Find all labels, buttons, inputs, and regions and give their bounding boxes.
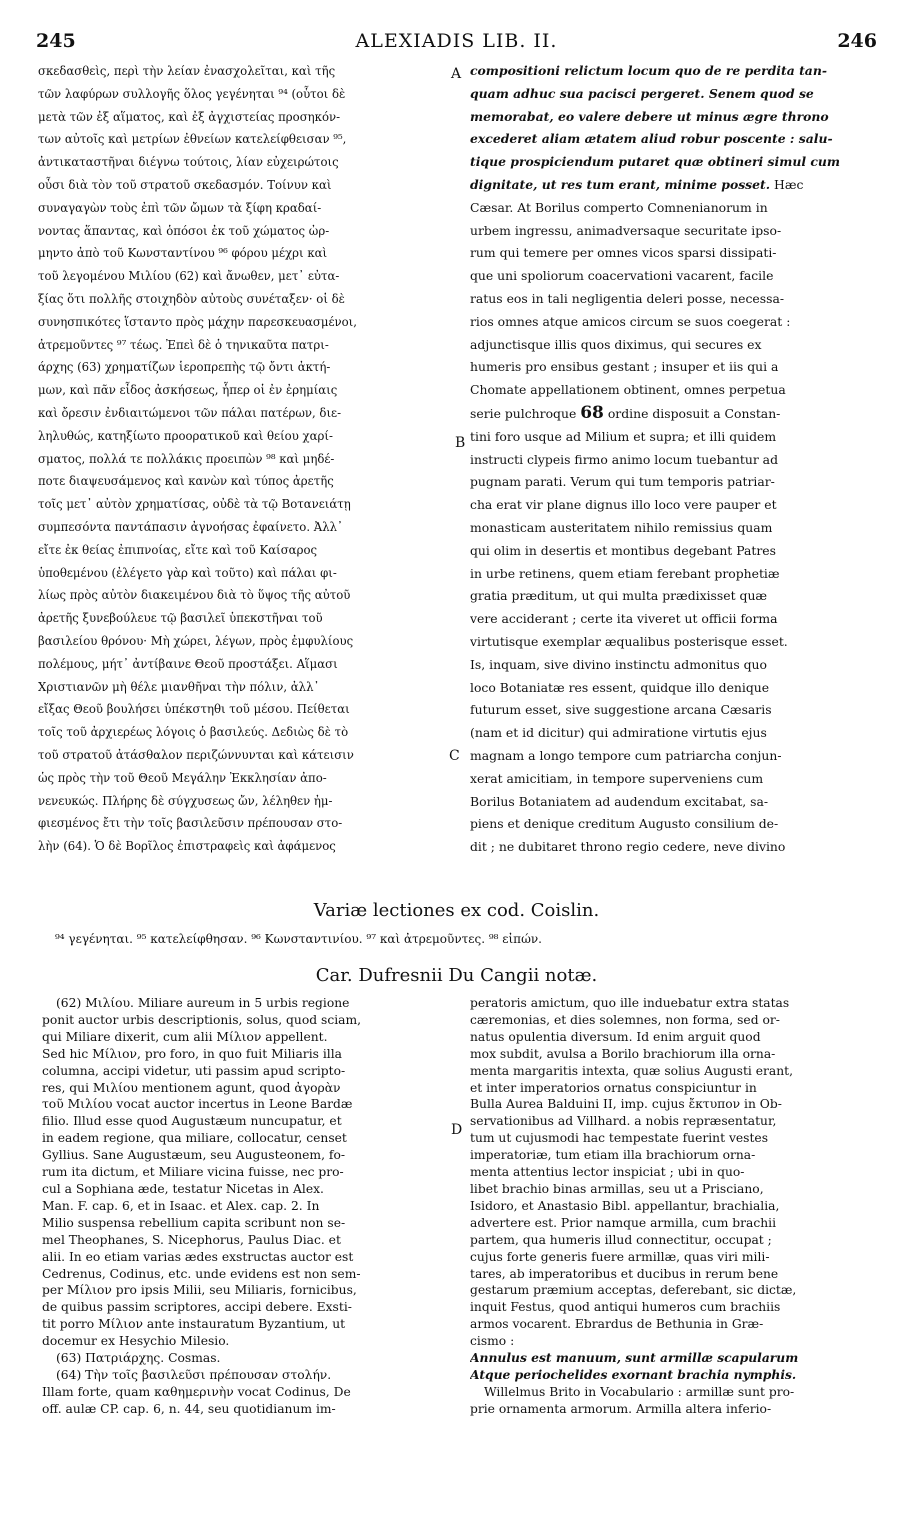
latin-line: magnam a longo tempore cum patriarcha conjun- xyxy=(470,747,782,763)
greek-line: ποτε διαψευσάμενος καὶ κανὼν καὶ τύπος ἀρετῆς xyxy=(38,474,334,489)
page-number-left: 245 xyxy=(36,30,76,52)
latin-italic-line: compositioni relictum locum quo de re perdita tan- xyxy=(470,63,827,78)
note-line: armos vocarent. Ebrardus de Bethunia in Græ- xyxy=(470,1317,764,1332)
note-line: Illam forte, quam καθημερινὴν vocat Codinus, De xyxy=(42,1384,351,1399)
note-line: in eadem regione, qua miliare, collocatur, censet xyxy=(42,1131,347,1146)
greek-line: ἀντικαταστῆναι διέγνω τούτοις, λίαν εὐχειρώτοις xyxy=(38,155,339,170)
latin-italic-line: excederet aliam ætatem aliud robur poscente : salu- xyxy=(470,131,833,147)
note-line: tum ut cujusmodi hac tempestate fuerint vestes xyxy=(470,1131,769,1146)
note-line: servationibus ad Villhard. a nobis repræsentatur, xyxy=(470,1114,777,1129)
greek-line: τοῦ στρατοῦ ἀτάσθαλον περιζώννυνται καὶ κάτεισιν xyxy=(38,747,354,762)
greek-line: καὶ ὄρεσιν ἐνδιαιτώμενοι τῶν πάλαι πατέρων, διε- xyxy=(38,405,342,420)
greek-line: νοντας ἅπαντας, καὶ ὁπόσοι ἐκ τοῦ χώματος ὠρ- xyxy=(38,223,330,238)
greek-line: τοῖς τοῦ ἀρχιερέως λόγοις ὁ βασιλεύς. Δεδιὼς δὲ τὸ xyxy=(38,725,349,740)
note-line: tares, ab imperatoribus et ducibus in rerum bene xyxy=(470,1266,779,1281)
latin-line-part: ordine disposuit a Constan- xyxy=(603,405,781,421)
latin-line: loco Botaniatæ res essent, quidque illo denique xyxy=(470,679,770,695)
note-line: menta attentius lector inspiciat ; ubi in quo- xyxy=(470,1165,745,1180)
latin-line: rios omnes atque amicos circum se suos coegerat : xyxy=(470,313,791,329)
note-line: Sed hic Μίλιον, pro foro, in quo fuit Miliaris illa xyxy=(42,1046,342,1061)
greek-line: λὴν (64). Ὁ δὲ Βορῖλος ἐπιστραφεὶς καὶ ἀφάμενος xyxy=(38,839,336,854)
note-line: Bulla Aurea Balduini II, imp. cujus ἔκτυπον in Ob- xyxy=(470,1097,782,1112)
greek-text-column xyxy=(38,60,450,858)
latin-line: Is, inquam, sive divino instinctu admonitus quo xyxy=(470,656,767,672)
greek-line: ὡς πρὸς τὴν τοῦ Θεοῦ Μεγάλην Ἐκκλησίαν ἀπο- xyxy=(38,770,327,785)
note-line: docemur ex Hesychio Milesio. xyxy=(42,1334,230,1349)
latin-line: gratia præditum, ut qui multa prædixisset quæ xyxy=(470,588,768,604)
latin-line xyxy=(470,402,882,426)
greek-line: των αὐτοῖς καὶ μετρίων ἐθνείων κατελείφθεισαν ⁹⁵, xyxy=(38,132,347,147)
latin-line: instructi clypeis firmo animo locum tuebantur ad xyxy=(470,451,779,467)
latin-line: qui olim in desertis et montibus degebant Patres xyxy=(470,542,776,558)
note-line: τοῦ Μιλίου vocat auctor incertus in Leone Bardæ xyxy=(42,1097,353,1112)
greek-line: μων, καὶ πᾶν εἶδος ἀσκήσεως, ἧπερ οἱ ἐν ἐρημίαις xyxy=(38,383,338,398)
greek-line: Χριστιανῶν μὴ θέλε μιανθῆναι τὴν πόλιν, ἀλλ᾽ xyxy=(38,679,320,694)
latin-line: rum qui temere per omnes vicos sparsi dissipati- xyxy=(470,245,777,261)
greek-line: βασιλείου θρόνου· Μὴ χώρει, λέγων, πρὸς ἐμφυλίους xyxy=(38,633,354,648)
note-line: cismo : xyxy=(470,1334,515,1349)
note-line: tit porro Μίλιον ante instauratum Byzantium, ut xyxy=(42,1317,346,1332)
note-line: res, qui Μιλίου mentionem agunt, quod ἀγορὰν xyxy=(42,1080,341,1095)
latin-line: futurum esset, sive suggestione arcana Cæsaris xyxy=(470,702,772,718)
latin-italic-line: tique prospiciendum putaret quæ obtineri simul cum xyxy=(470,154,841,170)
note-line: columna, accipi videtur, uti passim apud scripto- xyxy=(42,1063,346,1078)
note-line: cæremonias, et dies solemnes, non forma, sed or- xyxy=(470,1012,780,1027)
notes-left-column xyxy=(42,995,452,1418)
note-line: libet brachio binas armillas, seu ut a Prisciano, xyxy=(470,1181,764,1196)
latin-line: humeris pro ensibus gestant ; insuper et iis qui a xyxy=(470,359,779,375)
note-line: Atque periochelides exornant brachia nymphis. xyxy=(470,1366,797,1382)
greek-line: τῶν λαφύρων συλλογῆς ὅλος γεγένηται ⁹⁴ (οὗτοι δὲ xyxy=(38,86,346,101)
greek-line: ἀτρεμοῦντες ⁹⁷ τέως. Ἐπεὶ δὲ ὁ τηνικαῦτα πατρι- xyxy=(38,337,329,352)
greek-line: ξίας ὅτι πολλῆς στοιχηδὸν αὐτοὺς συνέταξεν· οἱ δὲ xyxy=(38,291,345,306)
greek-line: τοῦ λεγομένου Μιλίου (62) καὶ ἄνωθεν, μετ᾽ εὐτα- xyxy=(38,269,340,284)
note-line: rum ita dictum, et Miliare vicina fuisse, nec pro- xyxy=(42,1165,344,1180)
margin-letter-b: B xyxy=(455,435,466,451)
latin-line: adjunctisque illis quos diximus, qui secures ex xyxy=(470,336,762,352)
greek-line: νενευκώς. Πλήρης δὲ σύγχυσεως ὤν, λέληθεν ἠμ- xyxy=(38,793,333,808)
greek-line: μηντο ἀπὸ τοῦ Κωνσταντίνου ⁹⁶ φόρου μέχρι καὶ xyxy=(38,246,328,261)
note-line: partem, qua humeris illud connectitur, occupat ; xyxy=(470,1232,772,1247)
note-line: peratoris amictum, quo ille induebatur extra statas xyxy=(470,996,790,1010)
latin-text-column xyxy=(470,60,882,859)
latin-line: cha erat vir plane dignus illo loco vere pauper et xyxy=(470,497,777,513)
latin-line: piens et denique creditum Augusto consilium de- xyxy=(470,816,779,832)
notes-title: Car. Dufresnii Du Cangii notæ. xyxy=(315,965,598,986)
running-title: ALEXIADIS LIB. II. xyxy=(355,30,558,52)
margin-letter-c: C xyxy=(449,748,460,764)
latin-line: monasticam austeritatem nihilo remissius quam xyxy=(470,519,773,535)
note-line: Milio suspensa rebellium capita scribunt non se- xyxy=(42,1215,346,1230)
note-line: Cedrenus, Codinus, etc. unde evidens est non sem- xyxy=(42,1266,361,1281)
greek-line: ἀρετῆς ξυνεβούλευε τῷ βασιλεῖ ὑπεκστῆναι τοῦ xyxy=(38,611,323,626)
marginal-number: 68 xyxy=(580,402,604,423)
latin-line-part: serie pulchroque xyxy=(470,405,581,421)
running-header xyxy=(30,30,883,56)
latin-line: que uni spoliorum coacervationi vacarent, facile xyxy=(470,268,774,284)
latin-italic-text: dignitate, ut res tum erant, minime posset. xyxy=(470,176,771,192)
note-line: (63) Πατριάρχης. Cosmas. xyxy=(56,1351,221,1366)
note-line: qui Miliare dixerit, cum alii Μίλιον appellent. xyxy=(42,1029,328,1044)
note-line: de quibus passim scriptores, accipi debere. Exsti- xyxy=(42,1300,352,1315)
note-line: Annulus est manuum, sunt armillæ scapularum xyxy=(470,1350,799,1366)
note-line: cujus forte generis fuere armillæ, quas viri mili- xyxy=(470,1249,770,1264)
note-line: gestarum præmium acceptas, deferebant, sic dictæ, xyxy=(470,1283,797,1298)
note-line: mox subdit, avulsa a Borilo brachiorum illa orna- xyxy=(470,1046,776,1061)
note-line: Isidoro, et Anastasio Bibl. appellantur, brachialia, xyxy=(470,1198,780,1213)
greek-line: λίως πρὸς αὐτὸν διακειμένου διὰ τὸ ὕψος τῆς αὐτοῦ xyxy=(38,588,351,603)
latin-line: Borilus Botaniatem ad audendum excitabat, sa- xyxy=(470,793,769,809)
greek-line: ληλυθώς, κατηξίωτο προορατικοῦ καὶ θείου χαρί- xyxy=(38,428,333,443)
greek-line: συμπεσόντα παντάπασιν ἀγνοήσας ἐφαίνετο. Ἀλλ᾽ xyxy=(38,519,343,534)
latin-line: xerat amicitiam, in tempore superveniens cum xyxy=(470,770,764,786)
note-line: cul a Sophiana æde, testatur Nicetas in Alex. xyxy=(42,1181,324,1196)
latin-italic-line xyxy=(470,174,882,197)
note-line: (62) Μιλίου. Miliare aureum in 5 urbis regione xyxy=(56,996,350,1010)
note-line: off. aulæ CP. cap. 6, n. 44, seu quotidianum im- xyxy=(42,1401,336,1416)
latin-line: pugnam parati. Verum qui tum temporis patriar- xyxy=(470,474,775,490)
note-line: natus opulentia diversum. Id enim arguit quod xyxy=(470,1029,761,1044)
latin-line: in urbe retinens, quem etiam ferebant prophetiæ xyxy=(470,565,780,581)
greek-line: σματος, πολλά τε πολλάκις προειπὼν ⁹⁸ καὶ μηδέ- xyxy=(38,451,335,466)
greek-line: άρχης (63) χρηματίζων ἱεροπρεπὴς τῷ ὄντι ἀκτή- xyxy=(38,360,331,375)
greek-line: φιεσμένος ἔτι τὴν τοῖς βασιλεῦσιν πρέπουσαν στο- xyxy=(38,816,343,831)
latin-italic-line: memorabat, eo valere debere ut minus ægre throno xyxy=(470,108,829,124)
note-line: advertere est. Prior namque armilla, cum brachii xyxy=(470,1215,777,1230)
variant-readings-title: Variæ lectiones ex cod. Coislin. xyxy=(313,900,600,921)
latin-line: Chomate appellationem obtinent, omnes perpetua xyxy=(470,382,786,398)
note-line: ponit auctor urbis descriptionis, solus, quod sciam, xyxy=(42,1012,362,1027)
greek-line: συνησπικότες ἵσταντο πρὸς μάχην παρεσκευασμένοι, xyxy=(38,314,357,329)
greek-line: συναγαγὼν τοὺς ἐπὶ τῶν ὤμων τὰ ξίφη κραδαί- xyxy=(38,200,322,215)
latin-line: (nam et id dicitur) qui admiratione virtutis ejus xyxy=(470,725,767,741)
latin-line: ratus eos in tali negligentia deleri posse, necessa- xyxy=(470,290,785,306)
note-line: alii. In eo etiam varias ædes exstructas auctor est xyxy=(42,1249,354,1264)
latin-line: dit ; ne dubitaret throno regio cedere, neve divino xyxy=(470,839,786,855)
greek-line: εἴξας Θεοῦ βουλήσει ὑπέκστηθι τοῦ μέσου. Πείθεται xyxy=(38,702,350,717)
greek-line: πολέμους, μήτ᾽ ἀντίβαινε Θεοῦ προστάξει. Αἵμασι xyxy=(38,656,338,671)
note-line: prie ornamenta armorum. Armilla altera inferio- xyxy=(470,1401,772,1416)
latin-line: vere acciderant ; certe ita viveret ut officii forma xyxy=(470,611,778,627)
greek-line: εἴτε ἐκ θείας ἐπιπνοίας, εἴτε καὶ τοῦ Καίσαρος xyxy=(38,542,318,557)
note-line: per Μίλιον pro ipsis Milii, seu Miliaris, fornicibus, xyxy=(42,1283,357,1298)
latin-line-tail: Hæc xyxy=(770,176,804,192)
note-line: imperatoriæ, tum etiam illa brachiorum orna- xyxy=(470,1148,756,1163)
note-line: mel Theophanes, S. Nicephorus, Paulus Diac. et xyxy=(42,1232,341,1247)
note-line: inquit Festus, quod antiqui humeros cum brachiis xyxy=(470,1300,781,1315)
note-line: Man. F. cap. 6, et in Isaac. et Alex. cap. 2. In xyxy=(42,1198,320,1213)
note-line: (64) Τὴν τοῖς βασιλεῦσι πρέπουσαν στολήν. xyxy=(56,1367,332,1382)
greek-line: τοῖς μετ᾽ αὐτὸν χρηματίσας, οὐδὲ τὰ τῷ Βοτανειάτῃ xyxy=(38,497,351,512)
latin-line: Cæsar. At Borilus comperto Comnenianorum in xyxy=(470,199,768,215)
notes-right-column xyxy=(470,995,880,1418)
greek-line: ὑποθεμένου (ἐλέγετο γὰρ καὶ τοῦτο) καὶ πάλαι φι- xyxy=(38,565,337,580)
note-line: filio. Illud esse quod Augustæum nuncupatur, et xyxy=(42,1114,342,1129)
note-line: et inter imperatorios ornatus conspiciuntur in xyxy=(470,1080,757,1095)
variant-readings-line: ⁹⁴ γεγένηται. ⁹⁵ κατελείφθησαν. ⁹⁶ Κωνσταντινίου. ⁹⁷ καὶ ἀτρεμοῦντες. ⁹⁸ εἰπών. xyxy=(55,932,542,946)
note-line: menta margaritis intexta, quæ solius Augusti erant, xyxy=(470,1063,794,1078)
greek-line: μετὰ τῶν ἐξ αἵματος, καὶ ἐξ ἀγχιστείας προσηκόν- xyxy=(38,109,341,124)
greek-line: οὖσι διὰ τὸν τοῦ στρατοῦ σκεδασμόν. Τοίνυν καὶ xyxy=(38,177,332,192)
margin-letter-d: D xyxy=(451,1122,463,1138)
latin-line: virtutisque exemplar æqualibus posterisque esset. xyxy=(470,633,788,649)
latin-line: urbem ingressu, animadversaque securitate ipso- xyxy=(470,222,782,238)
latin-italic-line: quam adhuc sua pacisci pergeret. Senem quod se xyxy=(470,85,814,101)
note-line: Gyllius. Sane Augustæum, seu Augusteonem, fo- xyxy=(42,1148,346,1163)
latin-line: tini foro usque ad Milium et supra; et illi quidem xyxy=(470,428,777,444)
note-line: Willelmus Brito in Vocabulario : armillæ sunt pro- xyxy=(484,1384,795,1399)
greek-line: σκεδασθεὶς, περὶ τὴν λείαν ἐνασχολεῖται, καὶ τῆς xyxy=(38,64,336,78)
margin-letter-a: A xyxy=(451,66,462,82)
page-number-right: 246 xyxy=(837,30,877,52)
